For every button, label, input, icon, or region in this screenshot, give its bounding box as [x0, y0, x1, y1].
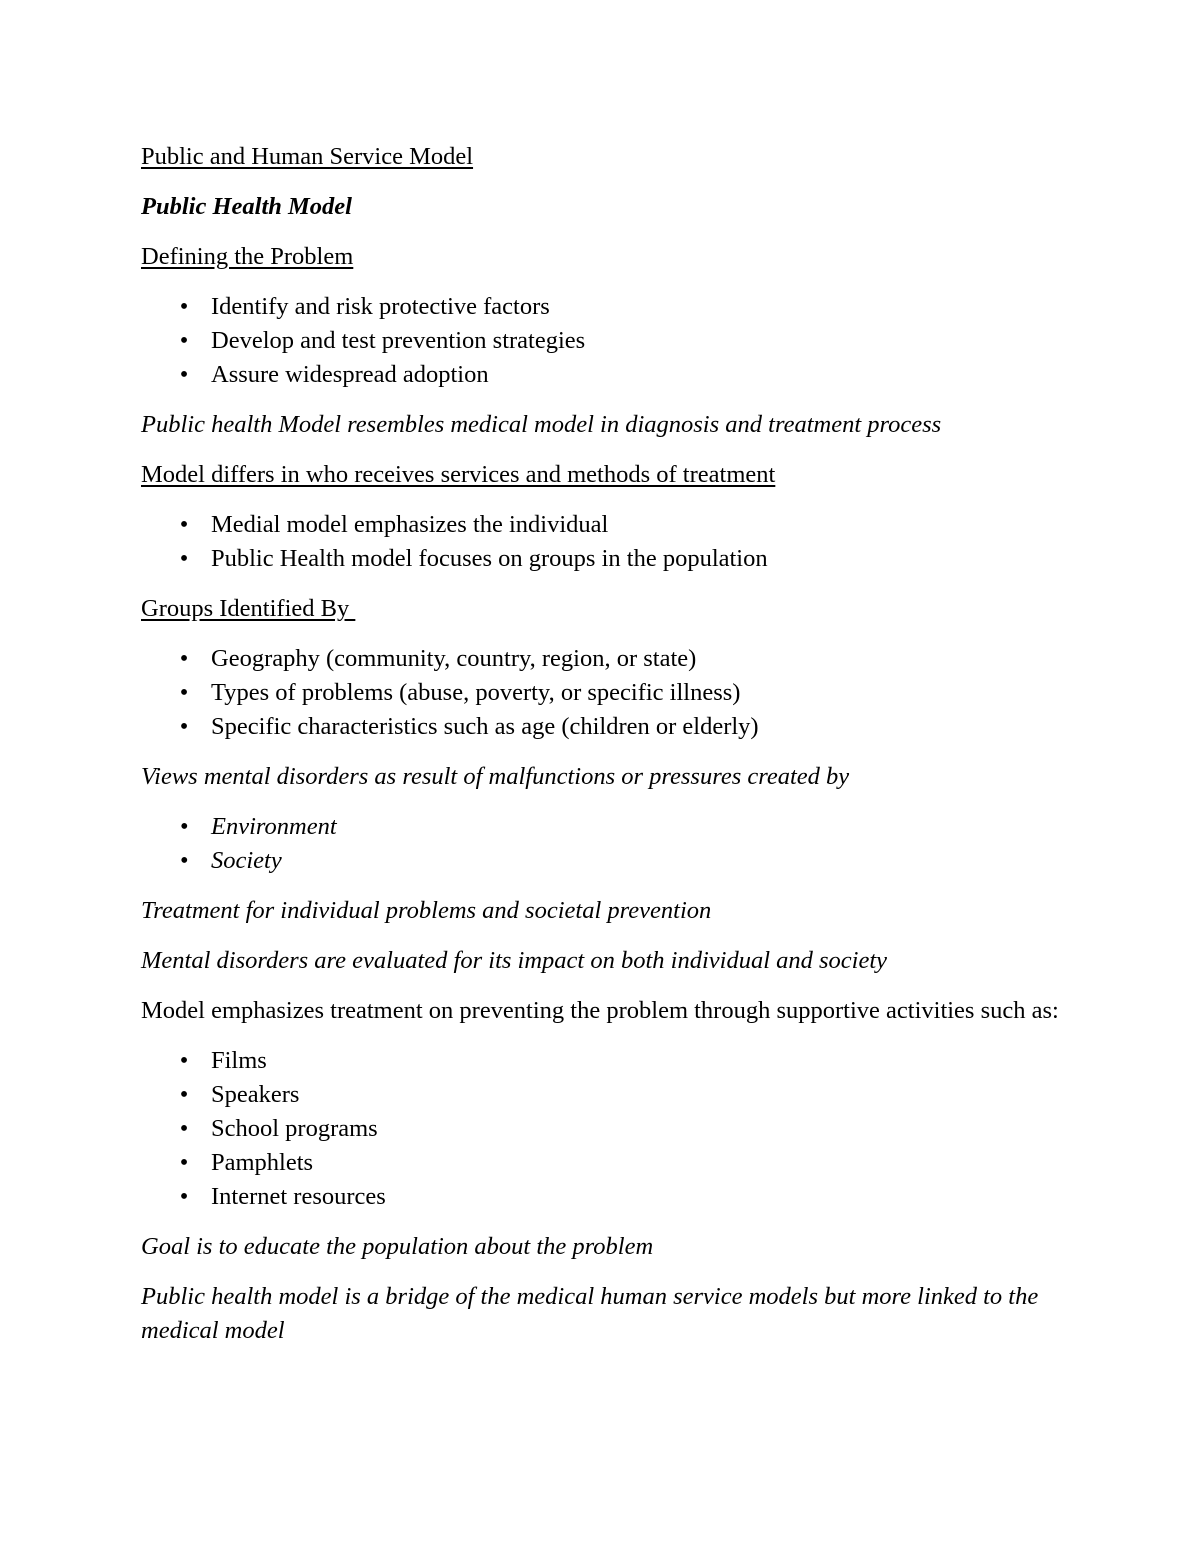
bullet-icon: •: [179, 1047, 189, 1074]
bullet-icon: •: [179, 511, 189, 538]
document-title: Public and Human Service Model: [141, 143, 474, 170]
bullet-icon: •: [179, 1081, 189, 1108]
list-activities: [141, 1044, 1061, 1214]
section-heading-defining-problem: Defining the Problem: [141, 243, 354, 270]
section-heading-model-differs: Model differs in who receives services and methods of treatment: [141, 461, 776, 488]
bullet-icon: •: [179, 293, 189, 320]
list-groups: [141, 642, 1061, 744]
bullet-icon: •: [179, 1115, 189, 1142]
list-item: • Public Health model focuses on groups in the population: [141, 542, 1061, 576]
paragraph-model-emphasizes: Model emphasizes treatment on preventing the problem through supportive activities such as:: [141, 997, 1059, 1024]
bullet-icon: •: [179, 327, 189, 354]
list-item: • Identify and risk protective factors: [141, 290, 1061, 324]
bullet-icon: •: [179, 1149, 189, 1176]
note-bridge: Public health model is a bridge of the medical human service models but more linked to the medical model: [141, 1283, 1045, 1344]
bullet-icon: •: [179, 1183, 189, 1210]
note-treatment: Treatment for individual problems and societal prevention: [141, 897, 712, 924]
bullet-icon: •: [179, 645, 189, 672]
list-item: • Pamphlets: [141, 1146, 1061, 1180]
list-item: • Types of problems (abuse, poverty, or specific illness): [141, 676, 1061, 710]
list-causes: [141, 810, 1061, 878]
list-item: • Geography (community, country, region, or state): [141, 642, 1061, 676]
bullet-icon: •: [179, 679, 189, 706]
note-resembles-medical: Public health Model resembles medical model in diagnosis and treatment process: [141, 411, 942, 438]
list-item: • Internet resources: [141, 1180, 1061, 1214]
list-item: • Develop and test prevention strategies: [141, 324, 1061, 358]
list-item: • Medial model emphasizes the individual: [141, 508, 1061, 542]
list-item: • Specific characteristics such as age (children or elderly): [141, 710, 1061, 744]
section-heading-groups: Groups Identified By: [141, 595, 356, 622]
list-item: • School programs: [141, 1112, 1061, 1146]
list-item: • Assure widespread adoption: [141, 358, 1061, 392]
bullet-icon: •: [179, 361, 189, 388]
list-item: • Society: [141, 844, 1061, 878]
bullet-icon: •: [179, 713, 189, 740]
note-evaluated: Mental disorders are evaluated for its impact on both individual and society: [141, 947, 888, 974]
list-item: • Films: [141, 1044, 1061, 1078]
bullet-icon: •: [179, 813, 189, 840]
note-goal: Goal is to educate the population about the problem: [141, 1233, 654, 1260]
bullet-icon: •: [179, 545, 189, 572]
list-item: • Environment: [141, 810, 1061, 844]
list-model-differs: [141, 508, 1061, 576]
list-defining-problem: [141, 290, 1061, 392]
note-views-mental-disorders: Views mental disorders as result of malfunctions or pressures created by: [141, 763, 850, 790]
list-item: • Speakers: [141, 1078, 1061, 1112]
document-page: [141, 140, 1061, 1364]
bullet-icon: •: [179, 847, 189, 874]
document-subtitle: Public Health Model: [141, 193, 352, 220]
